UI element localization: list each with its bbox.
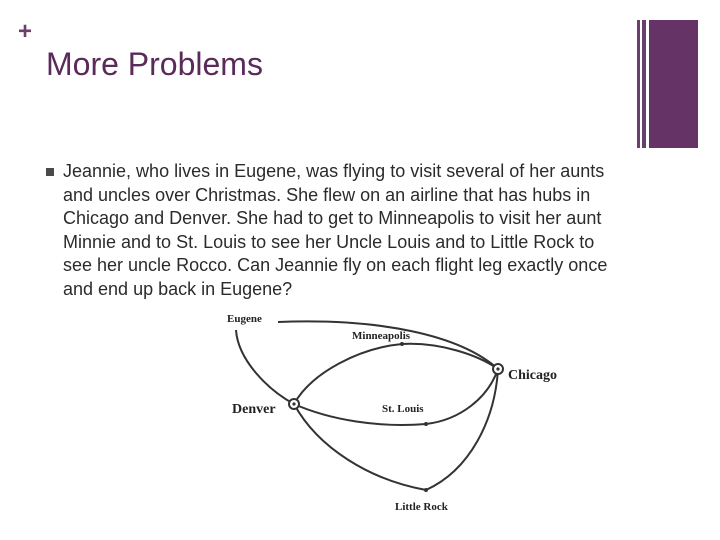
leg-eugene-denver [236, 330, 294, 404]
node-stlouis [424, 422, 428, 426]
label-denver: Denver [232, 402, 276, 417]
plus-icon: + [18, 18, 33, 45]
node-denver-center [292, 402, 295, 405]
label-minneapolis: Minneapolis [352, 330, 411, 342]
node-littlerock [424, 488, 428, 492]
label-eugene: Eugene [227, 313, 262, 325]
problem-text: Jeannie, who lives in Eugene, was flying to visit several of her aunts and uncles over Christmas. She flew on an airline that has hubs in Chicago and Denver. She had to get to Minneapolis to visit her aunt Minnie and to St. Louis to see her Uncle Louis and to Little Rock to see her uncle Rocco. Can Jeannie fly on each flight leg exactly once and end up back in Eugene? [63, 161, 608, 299]
node-chicago-center [496, 367, 499, 370]
label-stlouis: St. Louis [382, 403, 424, 415]
leg-minneapolis-chicago [402, 344, 498, 369]
leg-stlouis-chicago [426, 369, 498, 424]
label-chicago: Chicago [508, 368, 557, 383]
leg-denver-littlerock [294, 404, 426, 490]
leg-denver-minneapolis [294, 344, 402, 404]
slide-title: More Problems [46, 46, 263, 82]
leg-littlerock-chicago [426, 369, 498, 490]
node-minneapolis [400, 342, 404, 346]
label-littlerock: Little Rock [395, 501, 448, 513]
